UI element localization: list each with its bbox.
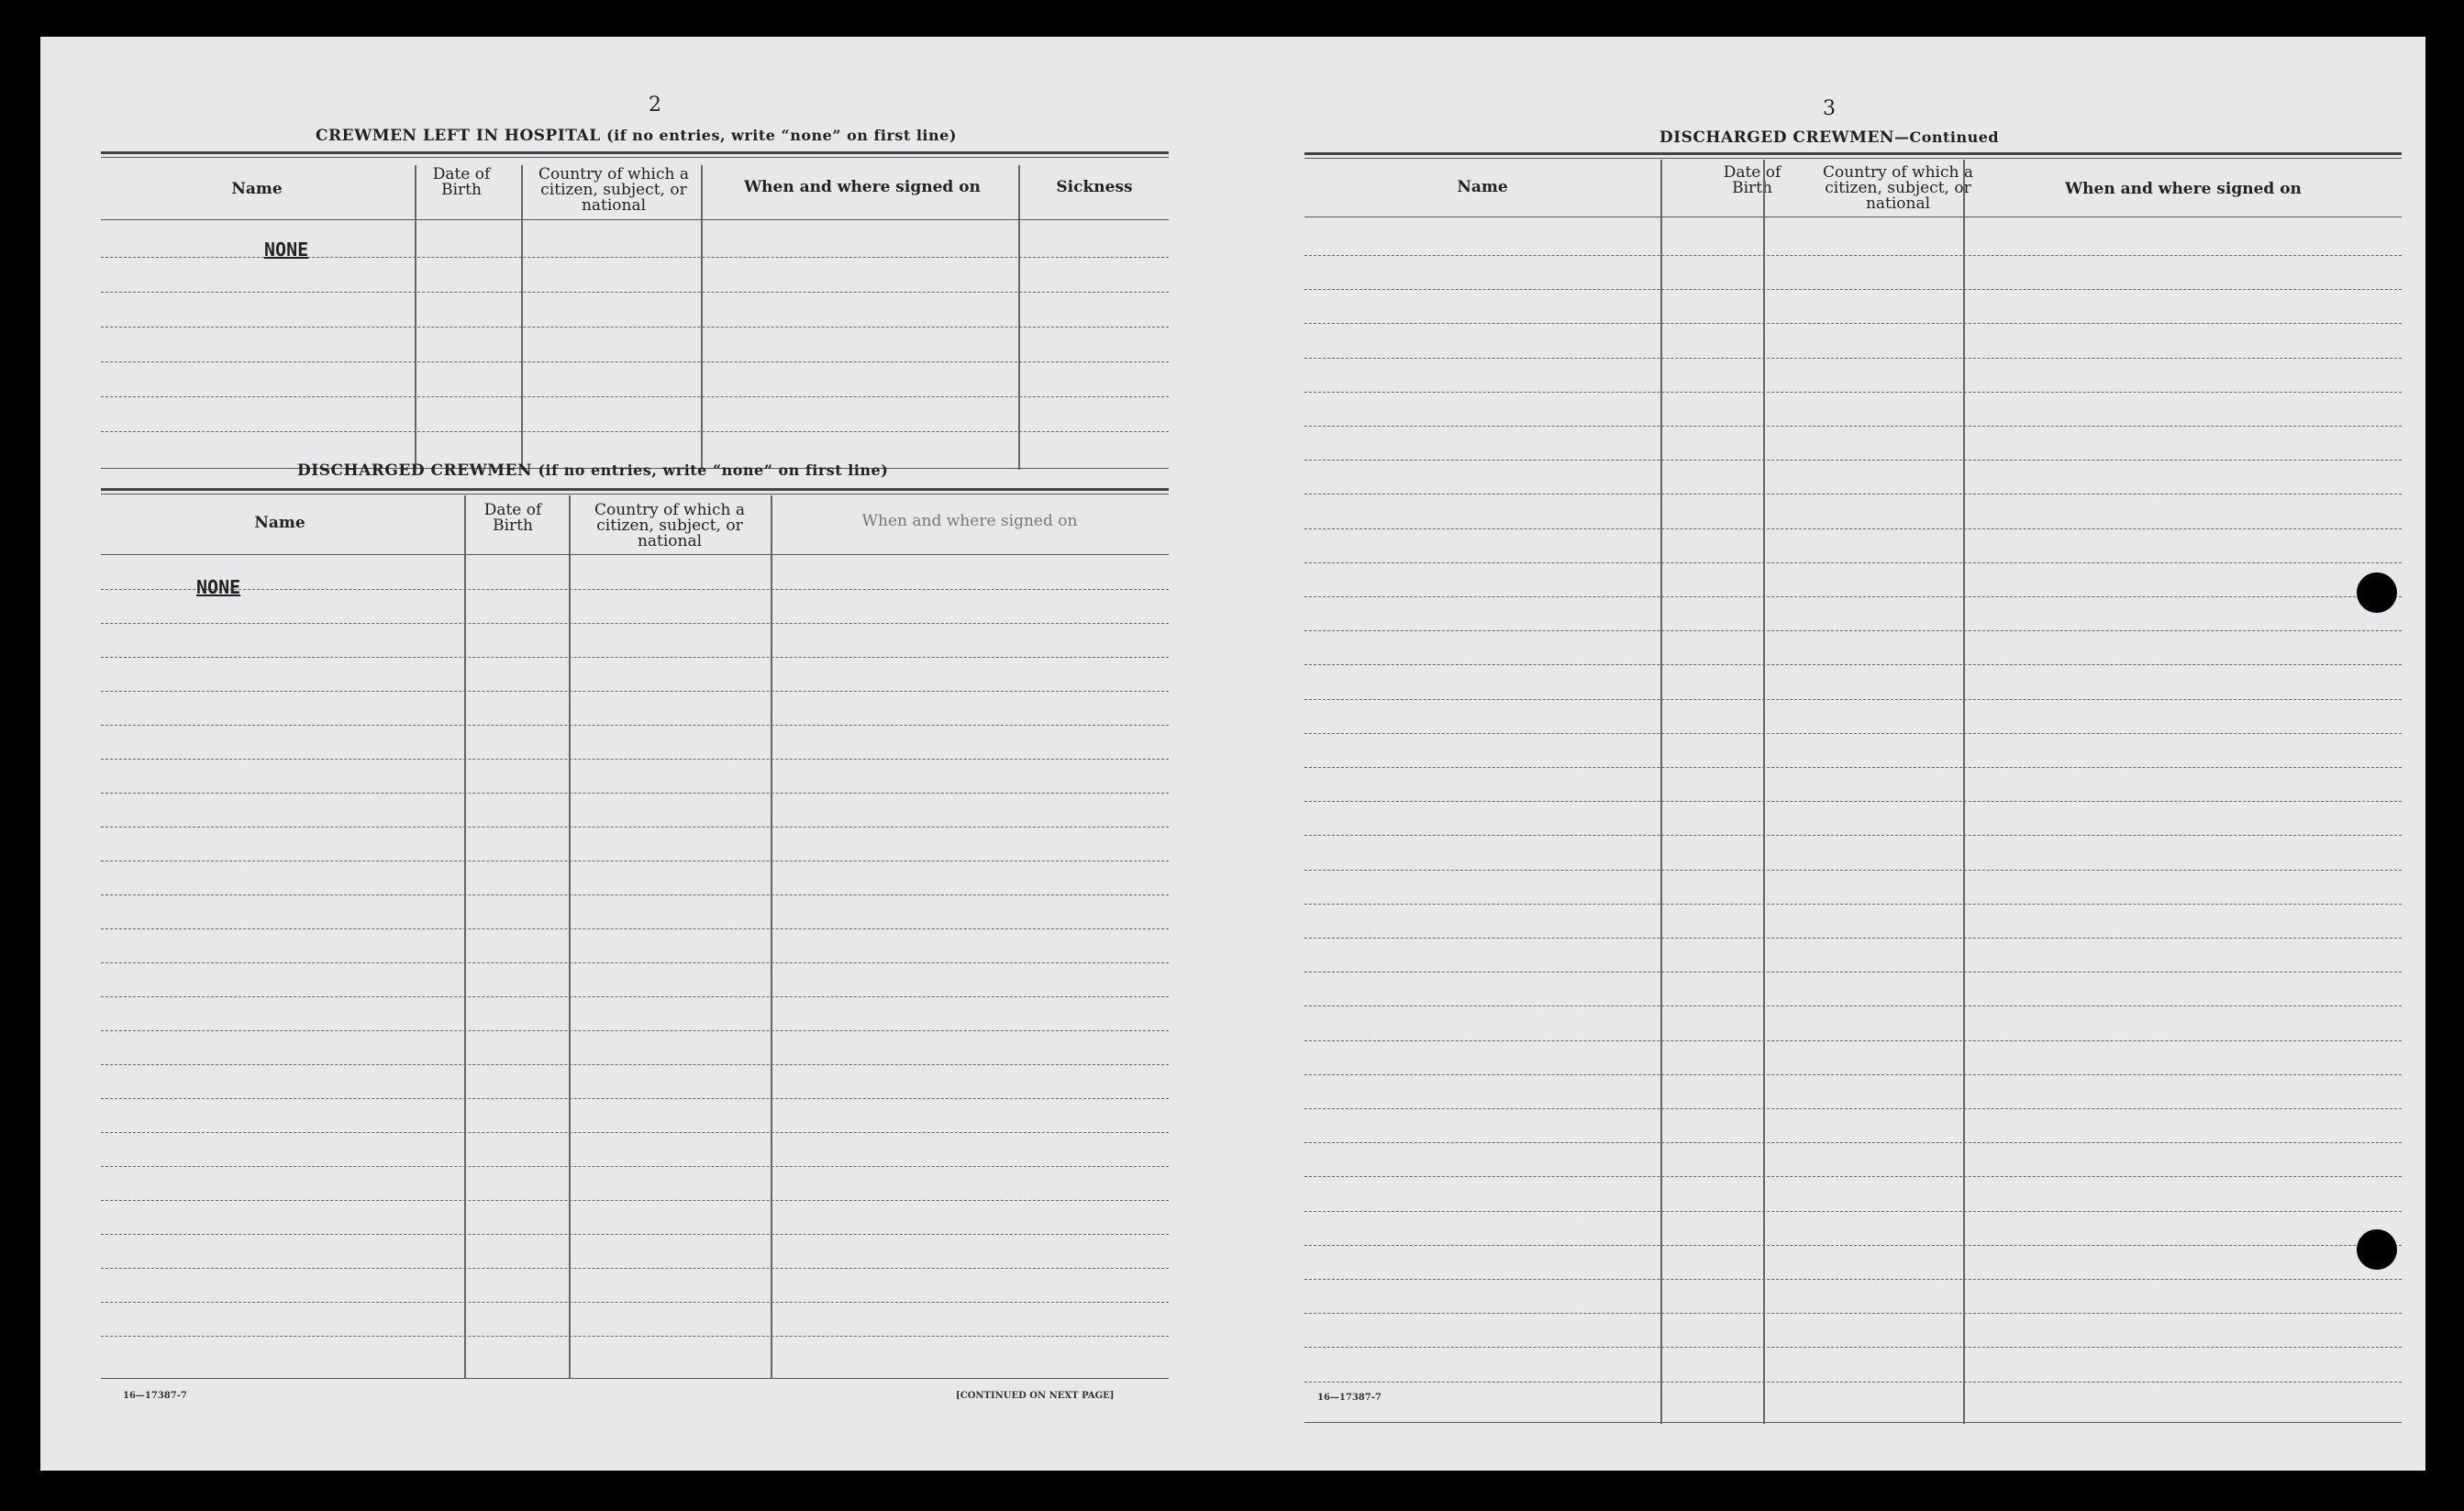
row-line [1304, 562, 2402, 563]
row-line [1304, 801, 2402, 802]
hospital-section-title [316, 127, 957, 145]
discharged-bottom-rule [101, 1378, 1169, 1379]
row-line [1304, 1347, 2402, 1348]
row-line [1304, 870, 2402, 871]
row-line [101, 996, 1169, 997]
hospital-col-name: Name [231, 180, 283, 198]
form-code-right: 16—17387-7 [1317, 1393, 1382, 1403]
row-line [1304, 1176, 2402, 1177]
discharged-first-entry: NONE [196, 576, 241, 598]
right-vline-3 [1963, 160, 1965, 1424]
hospital-row-line [101, 292, 1169, 293]
row-line [1304, 1382, 2402, 1383]
hospital-first-entry: NONE [264, 239, 309, 261]
discharged-col-country: Country of which a citizen, subject, or national [594, 501, 745, 550]
discharged-vline-1 [464, 495, 466, 1378]
row-line [1304, 289, 2402, 290]
hospital-vline-4 [1018, 165, 1020, 470]
row-line [1304, 426, 2402, 427]
row-line [101, 1200, 1169, 1201]
hospital-row-line [101, 327, 1169, 328]
row-line [101, 793, 1169, 794]
row-line [101, 1132, 1169, 1133]
row-line [1304, 392, 2402, 393]
row-line [101, 1302, 1169, 1303]
hospital-row-line [101, 361, 1169, 362]
row-line [101, 1030, 1169, 1031]
row-line [101, 1064, 1169, 1065]
discharged-vline-3 [771, 495, 772, 1378]
row-line [1304, 664, 2402, 665]
discharged-col-dob: Date of Birth [483, 501, 542, 535]
discharged-title-text: DISCHARGED CREWMEN [297, 461, 533, 480]
row-line [101, 725, 1169, 726]
right-vline-1 [1660, 160, 1662, 1424]
right-col-country: Country of which a citizen, subject, or national [1823, 163, 1973, 213]
discharged-section-title [297, 461, 889, 480]
discharged-title-note: (if no entries, write “none” on first line) [538, 461, 889, 479]
row-line [101, 1268, 1169, 1269]
page-number-right: 3 [1823, 97, 1836, 120]
hospital-col-dob: Date of Birth [432, 165, 491, 199]
row-line [101, 962, 1169, 963]
row-line [101, 623, 1169, 624]
row-line [1304, 460, 2402, 461]
hospital-col-signed: When and where signed on [744, 178, 981, 196]
hospital-col-sickness: Sickness [1056, 178, 1133, 196]
hospital-top-rule [101, 151, 1169, 154]
row-line [1304, 767, 2402, 768]
hospital-vline-2 [521, 165, 523, 470]
row-line [1304, 1005, 2402, 1006]
continued-note: [CONTINUED ON NEXT PAGE] [956, 1391, 1115, 1401]
row-line [101, 1166, 1169, 1167]
right-vline-2 [1763, 160, 1765, 1424]
row-line [1304, 255, 2402, 256]
row-line [1304, 1142, 2402, 1143]
discharged-col-signed: When and where signed on [861, 512, 1078, 530]
right-col-name: Name [1457, 178, 1508, 196]
discharged-vline-2 [569, 495, 571, 1378]
hospital-header-rule [101, 219, 1169, 220]
hospital-row-line [101, 257, 1169, 258]
row-line [1304, 733, 2402, 734]
hospital-title-note: (if no entries, write “none” on first line) [606, 127, 957, 144]
punch-hole [2357, 572, 2397, 613]
row-line [1304, 596, 2402, 597]
row-line [1304, 1074, 2402, 1075]
row-line [101, 1234, 1169, 1235]
hospital-vline-3 [701, 165, 703, 470]
right-col-dob: Date of Birth [1723, 163, 1781, 197]
right-title-suffix: —Continued [1893, 128, 2000, 146]
row-line [1304, 1108, 2402, 1109]
form-code-left: 16—17387-7 [123, 1391, 187, 1401]
row-line [1304, 904, 2402, 905]
discharged-header-rule [101, 554, 1169, 555]
row-line [1304, 528, 2402, 529]
hospital-vline-1 [415, 165, 416, 470]
row-line [101, 589, 1169, 590]
right-bottom-rule [1304, 1422, 2402, 1423]
row-line [1304, 835, 2402, 836]
row-line [1304, 358, 2402, 359]
page-number-left: 2 [649, 94, 661, 117]
row-line [1304, 323, 2402, 324]
row-line [101, 928, 1169, 929]
discharged-col-name: Name [254, 514, 305, 532]
row-line [101, 827, 1169, 828]
discharged-top-rule [101, 488, 1169, 491]
hospital-row-line [101, 396, 1169, 397]
row-line [101, 1336, 1169, 1337]
row-line [101, 759, 1169, 760]
right-top-rule [1304, 152, 2402, 155]
row-line [101, 657, 1169, 658]
right-section-title [1646, 128, 2013, 147]
hospital-col-country: Country of which a citizen, subject, or national [538, 165, 689, 215]
row-line [101, 1098, 1169, 1099]
row-line [101, 894, 1169, 895]
row-line [1304, 1245, 2402, 1246]
hospital-title-text: CREWMEN LEFT IN HOSPITAL [316, 127, 601, 145]
row-line [1304, 1313, 2402, 1314]
row-line [101, 691, 1169, 692]
row-line [1304, 1211, 2402, 1212]
punch-hole [2357, 1229, 2397, 1270]
right-top-rule-2 [1304, 158, 2402, 159]
row-line [1304, 1279, 2402, 1280]
row-line [1304, 938, 2402, 939]
row-line [1304, 630, 2402, 631]
row-line [1304, 1040, 2402, 1041]
right-col-signed: When and where signed on [2065, 180, 2302, 198]
hospital-top-rule-2 [101, 157, 1169, 158]
hospital-row-line [101, 431, 1169, 432]
row-line [1304, 699, 2402, 700]
right-title-text: DISCHARGED CREWMEN [1659, 128, 1894, 147]
form-sheet [40, 37, 2425, 1471]
